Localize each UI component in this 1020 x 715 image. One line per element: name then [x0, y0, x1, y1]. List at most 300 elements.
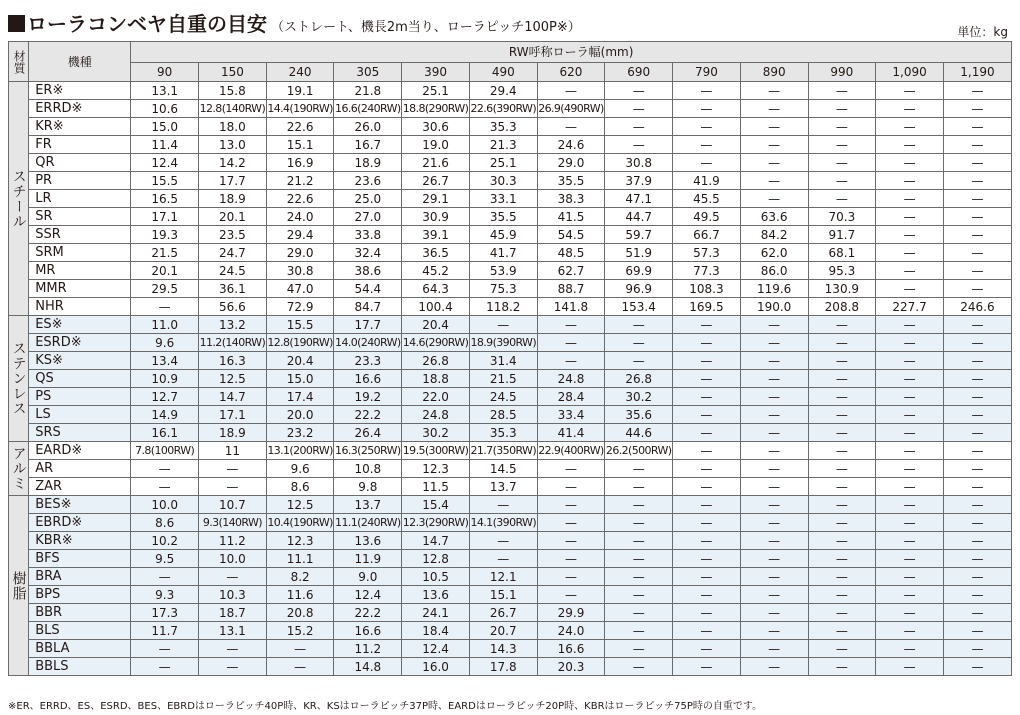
- table-row: [9, 514, 1012, 532]
- weight-cell: 10.0: [131, 496, 199, 514]
- footnote: ※ER、ERRD、ES、ESRD、BES、EBRDはローラピッチ40P時、KR、KSはローラピッチ37P時、EARDはローラピッチ20P時、KBRはローラピッチ75P時の自重です。: [8, 701, 763, 712]
- weight-cell: —: [876, 568, 944, 586]
- weight-cell: 11.4: [131, 136, 199, 154]
- weight-cell: 13.1(200RW): [266, 442, 334, 460]
- weight-cell: —: [876, 586, 944, 604]
- weight-cell: —: [876, 190, 944, 208]
- weight-cell: 13.1: [199, 622, 267, 640]
- weight-cell: 38.3: [537, 190, 605, 208]
- weight-cell: —: [605, 136, 673, 154]
- weight-cell: —: [537, 568, 605, 586]
- table-row: [9, 532, 1012, 550]
- weight-cell: —: [131, 298, 199, 316]
- weight-cell: —: [673, 586, 741, 604]
- weight-cell: 12.4: [402, 640, 470, 658]
- weight-cell: —: [605, 118, 673, 136]
- weight-cell: 20.4: [402, 316, 470, 334]
- weight-cell: 26.8: [402, 352, 470, 370]
- weight-cell: —: [199, 658, 267, 676]
- weight-cell: —: [808, 568, 876, 586]
- width-header-cell: 1,190: [943, 63, 1011, 82]
- weight-cell: —: [876, 352, 944, 370]
- table-row: [9, 568, 1012, 586]
- weight-cell: 26.7: [469, 604, 537, 622]
- weight-cell: 26.9(490RW): [537, 100, 605, 118]
- weight-cell: —: [740, 316, 808, 334]
- weight-cell: 19.3: [131, 226, 199, 244]
- title-main: ローラコンベヤ自重の目安: [27, 12, 267, 36]
- weight-cell: 14.0(240RW): [334, 334, 402, 352]
- weight-cell: 12.5: [199, 370, 267, 388]
- model-cell: SRM: [29, 244, 131, 262]
- weight-cell: —: [605, 478, 673, 496]
- weight-cell: 56.6: [199, 298, 267, 316]
- weight-cell: 29.0: [266, 244, 334, 262]
- weight-cell: 45.2: [402, 262, 470, 280]
- weight-cell: —: [673, 514, 741, 532]
- weight-cell: 130.9: [808, 280, 876, 298]
- weight-cell: 24.7: [199, 244, 267, 262]
- weight-cell: 18.9(390RW): [469, 334, 537, 352]
- weight-cell: —: [808, 640, 876, 658]
- weight-cell: 9.6: [266, 460, 334, 478]
- weight-cell: 91.7: [808, 226, 876, 244]
- weight-cell: 20.4: [266, 352, 334, 370]
- weight-cell: 7.8(100RW): [131, 442, 199, 460]
- width-header-cell: 890: [740, 63, 808, 82]
- weight-cell: —: [537, 334, 605, 352]
- width-header-cell: 305: [334, 63, 402, 82]
- width-header-cell: 790: [673, 63, 741, 82]
- weight-cell: —: [808, 136, 876, 154]
- weight-cell: 14.4(190RW): [266, 100, 334, 118]
- weight-cell: —: [537, 532, 605, 550]
- weight-cell: —: [740, 334, 808, 352]
- weight-cell: —: [808, 622, 876, 640]
- weight-cell: —: [537, 460, 605, 478]
- weight-cell: 18.9: [199, 424, 267, 442]
- weight-cell: —: [876, 262, 944, 280]
- weight-cell: —: [876, 658, 944, 676]
- weight-cell: 11.1: [266, 550, 334, 568]
- unit-label: 単位：kg: [957, 25, 1008, 39]
- table-row: [9, 586, 1012, 604]
- weight-cell: 12.3: [402, 460, 470, 478]
- weight-cell: 14.9: [131, 406, 199, 424]
- weight-cell: —: [740, 154, 808, 172]
- weight-cell: —: [673, 406, 741, 424]
- weight-cell: 35.6: [605, 406, 673, 424]
- weight-cell: 15.5: [131, 172, 199, 190]
- weight-cell: 84.7: [334, 298, 402, 316]
- weight-cell: 29.9: [537, 604, 605, 622]
- weight-cell: —: [943, 478, 1011, 496]
- weight-cell: 20.8: [266, 604, 334, 622]
- weight-cell: 14.2: [199, 154, 267, 172]
- weight-cell: 18.9: [199, 190, 267, 208]
- weight-cell: 16.1: [131, 424, 199, 442]
- table-row: [9, 658, 1012, 676]
- weight-cell: —: [673, 388, 741, 406]
- weight-cell: 208.8: [808, 298, 876, 316]
- weight-cell: 9.0: [334, 568, 402, 586]
- weight-cell: —: [673, 604, 741, 622]
- weight-cell: —: [740, 82, 808, 100]
- weight-cell: 18.8: [402, 370, 470, 388]
- weight-cell: 169.5: [673, 298, 741, 316]
- weight-cell: 20.1: [199, 208, 267, 226]
- weight-cell: —: [673, 370, 741, 388]
- weight-cell: —: [943, 280, 1011, 298]
- weight-cell: —: [605, 640, 673, 658]
- weight-cell: 246.6: [943, 298, 1011, 316]
- weight-cell: 64.3: [402, 280, 470, 298]
- weight-cell: 15.1: [266, 136, 334, 154]
- weight-cell: 100.4: [402, 298, 470, 316]
- weight-cell: 63.6: [740, 208, 808, 226]
- weight-cell: —: [673, 568, 741, 586]
- weight-cell: 26.4: [334, 424, 402, 442]
- weight-cell: —: [808, 532, 876, 550]
- material-group-label: スチール: [9, 82, 29, 316]
- weight-cell: —: [605, 460, 673, 478]
- material-group-label: アルミ: [9, 442, 29, 496]
- weight-cell: —: [808, 316, 876, 334]
- weight-cell: —: [740, 622, 808, 640]
- weight-cell: —: [808, 370, 876, 388]
- weight-cell: —: [740, 460, 808, 478]
- weight-cell: —: [943, 388, 1011, 406]
- model-cell: BRA: [29, 568, 131, 586]
- weight-cell: 95.3: [808, 262, 876, 280]
- weight-cell: —: [876, 388, 944, 406]
- weight-cell: 36.1: [199, 280, 267, 298]
- weight-cell: 16.6: [334, 370, 402, 388]
- width-header-cell: 240: [266, 63, 334, 82]
- page-title: [8, 8, 581, 37]
- weight-cell: —: [876, 460, 944, 478]
- weight-cell: 54.4: [334, 280, 402, 298]
- weight-cell: 16.6: [537, 640, 605, 658]
- weight-cell: —: [673, 496, 741, 514]
- weight-cell: 20.7: [469, 622, 537, 640]
- weight-cell: 24.6: [537, 136, 605, 154]
- weight-cell: —: [740, 136, 808, 154]
- model-cell: EBRD※: [29, 514, 131, 532]
- weight-cell: 22.2: [334, 406, 402, 424]
- weight-cell: 25.0: [334, 190, 402, 208]
- weight-cell: —: [740, 640, 808, 658]
- weight-cell: 47.0: [266, 280, 334, 298]
- weight-cell: 30.6: [402, 118, 470, 136]
- weight-cell: 62.7: [537, 262, 605, 280]
- weight-cell: 22.9(400RW): [537, 442, 605, 460]
- weight-cell: —: [876, 640, 944, 658]
- weight-cell: —: [605, 82, 673, 100]
- width-header-cell: 490: [469, 63, 537, 82]
- width-header-cell: 620: [537, 63, 605, 82]
- weight-cell: —: [876, 406, 944, 424]
- weight-cell: —: [808, 586, 876, 604]
- model-cell: NHR: [29, 298, 131, 316]
- weight-cell: 28.4: [537, 388, 605, 406]
- weight-cell: 31.4: [469, 352, 537, 370]
- weight-cell: —: [740, 568, 808, 586]
- weight-cell: —: [673, 136, 741, 154]
- weight-cell: 15.1: [469, 586, 537, 604]
- weight-cell: 16.3(250RW): [334, 442, 402, 460]
- weight-cell: 190.0: [740, 298, 808, 316]
- weight-cell: —: [673, 442, 741, 460]
- weight-cell: —: [876, 208, 944, 226]
- weight-cell: 14.3: [469, 640, 537, 658]
- weight-cell: 14.8: [334, 658, 402, 676]
- weight-cell: 30.3: [469, 172, 537, 190]
- weight-cell: 36.5: [402, 244, 470, 262]
- weight-cell: —: [605, 550, 673, 568]
- weight-cell: —: [943, 658, 1011, 676]
- weight-cell: 12.3: [266, 532, 334, 550]
- weight-cell: 12.7: [131, 388, 199, 406]
- model-cell: ZAR: [29, 478, 131, 496]
- weight-cell: 30.8: [605, 154, 673, 172]
- weight-cell: —: [740, 352, 808, 370]
- weight-cell: 21.3: [469, 136, 537, 154]
- weight-cell: 21.2: [266, 172, 334, 190]
- weight-cell: —: [740, 478, 808, 496]
- weight-cell: 11.7: [131, 622, 199, 640]
- weight-cell: —: [808, 100, 876, 118]
- weight-cell: —: [943, 136, 1011, 154]
- weight-cell: 75.3: [469, 280, 537, 298]
- weight-cell: —: [943, 442, 1011, 460]
- model-cell: SRS: [29, 424, 131, 442]
- weight-cell: 17.7: [334, 316, 402, 334]
- weight-table: [8, 41, 1012, 676]
- weight-cell: 10.7: [199, 496, 267, 514]
- weight-cell: 9.6: [131, 334, 199, 352]
- width-header-cell: 990: [808, 63, 876, 82]
- weight-cell: —: [876, 118, 944, 136]
- weight-cell: —: [537, 550, 605, 568]
- weight-cell: 10.2: [131, 532, 199, 550]
- weight-cell: —: [808, 334, 876, 352]
- weight-cell: —: [740, 658, 808, 676]
- table-row: [9, 154, 1012, 172]
- weight-cell: —: [876, 154, 944, 172]
- weight-cell: 20.1: [131, 262, 199, 280]
- weight-cell: 17.8: [469, 658, 537, 676]
- weight-cell: —: [740, 604, 808, 622]
- table-row: [9, 190, 1012, 208]
- weight-cell: —: [876, 334, 944, 352]
- weight-cell: 10.6: [131, 100, 199, 118]
- weight-cell: 11.2: [199, 532, 267, 550]
- model-cell: BES※: [29, 496, 131, 514]
- weight-cell: 22.0: [402, 388, 470, 406]
- weight-cell: —: [808, 172, 876, 190]
- weight-cell: —: [808, 406, 876, 424]
- weight-cell: 22.6: [266, 190, 334, 208]
- weight-cell: 22.6(390RW): [469, 100, 537, 118]
- weight-cell: 12.8(140RW): [199, 100, 267, 118]
- weight-cell: 15.8: [199, 82, 267, 100]
- weight-cell: 141.8: [537, 298, 605, 316]
- weight-cell: —: [740, 442, 808, 460]
- weight-cell: —: [808, 496, 876, 514]
- weight-cell: 33.1: [469, 190, 537, 208]
- weight-cell: —: [808, 424, 876, 442]
- weight-cell: —: [943, 622, 1011, 640]
- weight-cell: 41.9: [673, 172, 741, 190]
- weight-cell: —: [740, 496, 808, 514]
- weight-cell: 25.1: [402, 82, 470, 100]
- model-cell: ERRD※: [29, 100, 131, 118]
- weight-cell: —: [943, 352, 1011, 370]
- weight-cell: 13.1: [131, 82, 199, 100]
- weight-cell: 35.5: [537, 172, 605, 190]
- weight-cell: 41.7: [469, 244, 537, 262]
- weight-cell: 26.7: [402, 172, 470, 190]
- weight-cell: —: [199, 640, 267, 658]
- weight-cell: —: [537, 352, 605, 370]
- weight-cell: 118.2: [469, 298, 537, 316]
- weight-cell: 11.0: [131, 316, 199, 334]
- weight-cell: 18.4: [402, 622, 470, 640]
- model-cell: LS: [29, 406, 131, 424]
- weight-cell: —: [605, 100, 673, 118]
- weight-cell: —: [469, 316, 537, 334]
- weight-cell: 13.0: [199, 136, 267, 154]
- weight-cell: 21.5: [131, 244, 199, 262]
- weight-cell: —: [943, 586, 1011, 604]
- model-cell: FR: [29, 136, 131, 154]
- weight-cell: —: [673, 154, 741, 172]
- weight-cell: 8.6: [266, 478, 334, 496]
- weight-cell: 96.9: [605, 280, 673, 298]
- weight-cell: —: [808, 352, 876, 370]
- weight-cell: 19.0: [402, 136, 470, 154]
- weight-cell: 18.7: [199, 604, 267, 622]
- table-row: [9, 136, 1012, 154]
- weight-cell: —: [740, 118, 808, 136]
- weight-cell: —: [943, 370, 1011, 388]
- weight-cell: —: [537, 514, 605, 532]
- table-row: [9, 298, 1012, 316]
- weight-cell: 14.6(290RW): [402, 334, 470, 352]
- weight-cell: 26.2(500RW): [605, 442, 673, 460]
- model-cell: KS※: [29, 352, 131, 370]
- model-cell: MR: [29, 262, 131, 280]
- weight-cell: 18.9: [334, 154, 402, 172]
- weight-cell: 23.6: [334, 172, 402, 190]
- model-cell: KR※: [29, 118, 131, 136]
- weight-cell: —: [469, 532, 537, 550]
- model-cell: SSR: [29, 226, 131, 244]
- weight-cell: 57.3: [673, 244, 741, 262]
- weight-cell: 35.5: [469, 208, 537, 226]
- weight-cell: —: [876, 622, 944, 640]
- weight-cell: 41.4: [537, 424, 605, 442]
- table-row: [9, 280, 1012, 298]
- weight-cell: 23.2: [266, 424, 334, 442]
- weight-cell: 30.2: [402, 424, 470, 442]
- weight-cell: 20.3: [537, 658, 605, 676]
- weight-cell: 17.1: [199, 406, 267, 424]
- model-header: 機種: [29, 42, 131, 82]
- weight-cell: 25.1: [469, 154, 537, 172]
- weight-cell: 68.1: [808, 244, 876, 262]
- weight-cell: 53.9: [469, 262, 537, 280]
- weight-cell: 44.6: [605, 424, 673, 442]
- table-row: [9, 208, 1012, 226]
- model-cell: ES※: [29, 316, 131, 334]
- weight-cell: 26.0: [334, 118, 402, 136]
- weight-cell: 13.6: [402, 586, 470, 604]
- weight-cell: 12.8: [402, 550, 470, 568]
- table-row: [9, 316, 1012, 334]
- width-group-header: RW呼称ローラ幅(mm): [131, 42, 1012, 63]
- weight-cell: 14.5: [469, 460, 537, 478]
- weight-cell: —: [943, 154, 1011, 172]
- weight-cell: —: [876, 478, 944, 496]
- weight-cell: —: [199, 568, 267, 586]
- table-row: [9, 100, 1012, 118]
- weight-cell: —: [605, 586, 673, 604]
- weight-cell: 17.4: [266, 388, 334, 406]
- weight-cell: 12.4: [334, 586, 402, 604]
- weight-cell: 17.1: [131, 208, 199, 226]
- weight-cell: —: [876, 280, 944, 298]
- weight-cell: 45.5: [673, 190, 741, 208]
- weight-cell: 10.5: [402, 568, 470, 586]
- weight-cell: 24.8: [537, 370, 605, 388]
- weight-cell: —: [876, 424, 944, 442]
- weight-cell: 15.2: [266, 622, 334, 640]
- weight-cell: —: [943, 244, 1011, 262]
- weight-cell: —: [740, 190, 808, 208]
- weight-cell: —: [199, 460, 267, 478]
- title-subtitle: （ストレート、機長2m当り、ローラピッチ100P※）: [271, 20, 581, 35]
- weight-cell: —: [808, 478, 876, 496]
- weight-cell: 32.4: [334, 244, 402, 262]
- width-header-cell: 1,090: [876, 63, 944, 82]
- weight-cell: 51.9: [605, 244, 673, 262]
- weight-cell: 45.9: [469, 226, 537, 244]
- weight-cell: 13.7: [334, 496, 402, 514]
- weight-cell: 21.6: [402, 154, 470, 172]
- weight-cell: —: [673, 316, 741, 334]
- table-row: [9, 352, 1012, 370]
- model-cell: BBR: [29, 604, 131, 622]
- weight-cell: 29.0: [537, 154, 605, 172]
- weight-cell: —: [943, 334, 1011, 352]
- weight-cell: 11.2: [334, 640, 402, 658]
- weight-cell: —: [673, 622, 741, 640]
- weight-cell: 24.0: [537, 622, 605, 640]
- weight-cell: —: [740, 424, 808, 442]
- weight-cell: —: [605, 622, 673, 640]
- table-row: [9, 172, 1012, 190]
- weight-cell: 23.5: [199, 226, 267, 244]
- model-cell: BLS: [29, 622, 131, 640]
- weight-cell: 108.3: [673, 280, 741, 298]
- weight-cell: 72.9: [266, 298, 334, 316]
- weight-cell: —: [673, 424, 741, 442]
- weight-cell: —: [943, 514, 1011, 532]
- weight-cell: 24.5: [469, 388, 537, 406]
- weight-cell: 24.8: [402, 406, 470, 424]
